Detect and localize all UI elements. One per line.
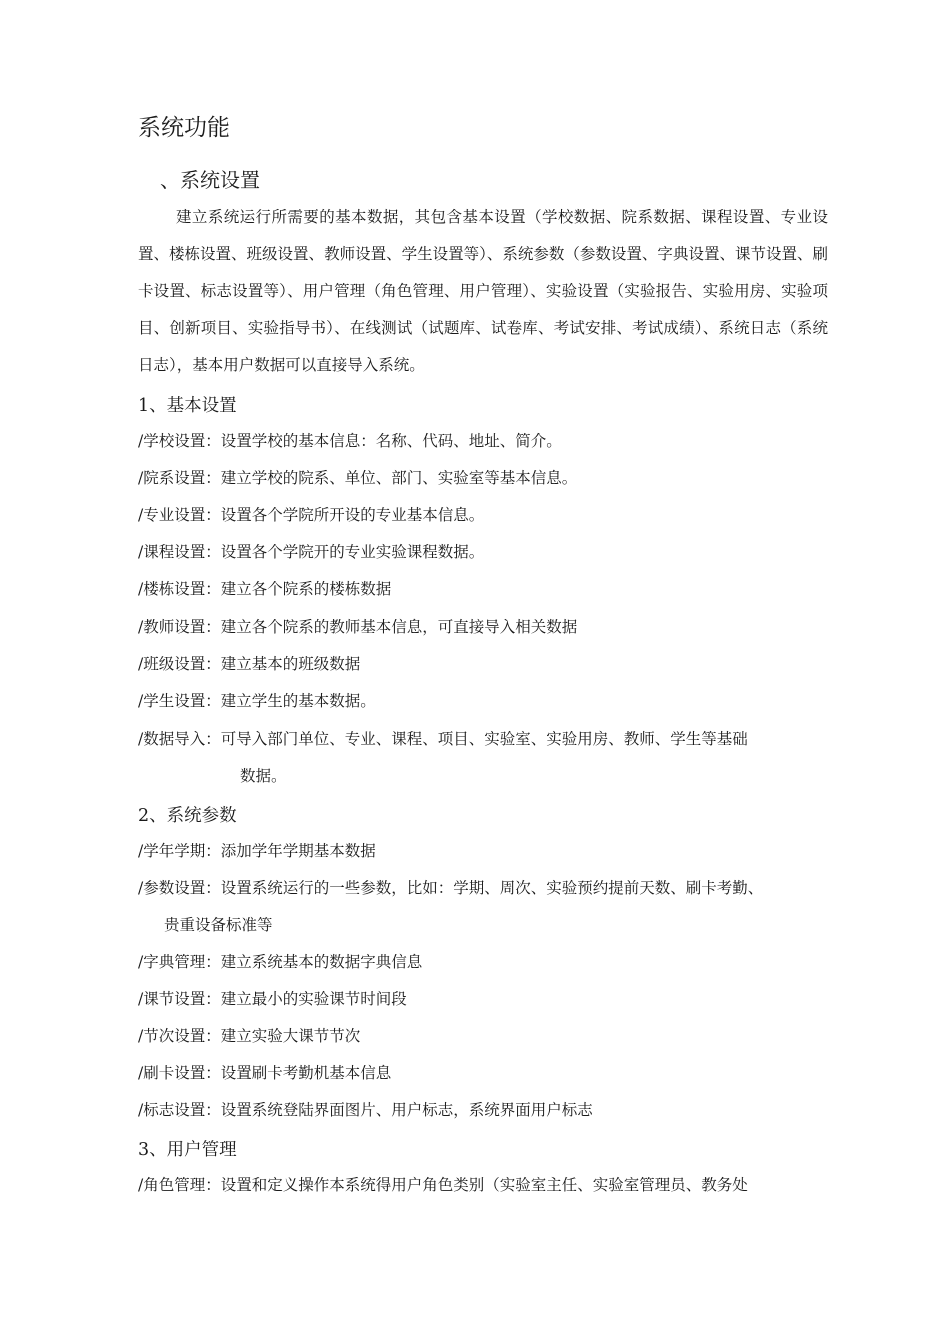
list-item-logo-settings: /标志设置：设置系统登陆界面图片、用户标志，系统界面用户标志: [138, 1101, 593, 1119]
list-item-session-settings: /节次设置：建立实验大课节节次: [138, 1027, 361, 1045]
list-item-card-settings: /刷卡设置：设置刷卡考勤机基本信息: [138, 1064, 392, 1082]
page-title: 系统功能: [138, 115, 230, 141]
list-item-school-settings: /学校设置：设置学校的基本信息：名称、代码、地址、简介。: [138, 432, 562, 450]
list-item-academic-term: /学年学期：添加学年学期基本数据: [138, 842, 376, 860]
list-item-student-settings: /学生设置：建立学生的基本数据。: [138, 692, 376, 710]
intro-paragraph: 建立系统运行所需要的基本数据，其包含基本设置（学校数据、院系数据、课程设置、专业设置、楼栋设置、班级设置、教师设置、学生设置等）、系统参数（参数设置、字典设置、课节设置、刷卡设置、标志设置等）、用户管理（角色管理、用户管理）、实验设置（实验报告、实验用房、实验项目、创新项目、实验指导书）、在线测试（试题库、试卷库、考试安排、考试成绩）、系统日志（系统日志），基本用户数据可以直接导入系统。: [138, 208, 828, 374]
list-item-major-settings: /专业设置：设置各个学院所开设的专业基本信息。: [138, 506, 485, 524]
list-item-dictionary-management: /字典管理：建立系统基本的数据字典信息: [138, 953, 423, 971]
list-item-department-settings: /院系设置：建立学校的院系、单位、部门、实验室等基本信息。: [138, 469, 578, 487]
section-heading-system-settings: 、系统设置: [160, 168, 260, 192]
subheading-user-management: 3、用户管理: [138, 1140, 237, 1160]
list-item-parameter-settings: /参数设置：设置系统运行的一些参数，比如：学期、周次、实验预约提前天数、刷卡考勤、: [138, 879, 764, 897]
subheading-system-parameters: 2、系统参数: [138, 806, 237, 826]
list-item-parameter-settings-continued: 贵重设备标准等: [164, 916, 273, 934]
subheading-basic-settings: 1、基本设置: [138, 396, 237, 416]
list-item-data-import-continued: 数据。: [240, 767, 287, 785]
list-item-period-settings: /课节设置：建立最小的实验课节时间段: [138, 990, 407, 1008]
list-item-data-import: /数据导入：可导入部门单位、专业、课程、项目、实验室、实验用房、教师、学生等基础: [138, 730, 748, 748]
list-item-class-settings: /班级设置：建立基本的班级数据: [138, 655, 361, 673]
list-item-teacher-settings: /教师设置：建立各个院系的教师基本信息，可直接导入相关数据: [138, 618, 578, 636]
list-item-building-settings: /楼栋设置：建立各个院系的楼栋数据: [138, 580, 392, 598]
list-item-role-management: /角色管理：设置和定义操作本系统得用户角色类别（实验室主任、实验室管理员、教务处: [138, 1176, 748, 1194]
list-item-course-settings: /课程设置：设置各个学院开的专业实验课程数据。: [138, 543, 485, 561]
